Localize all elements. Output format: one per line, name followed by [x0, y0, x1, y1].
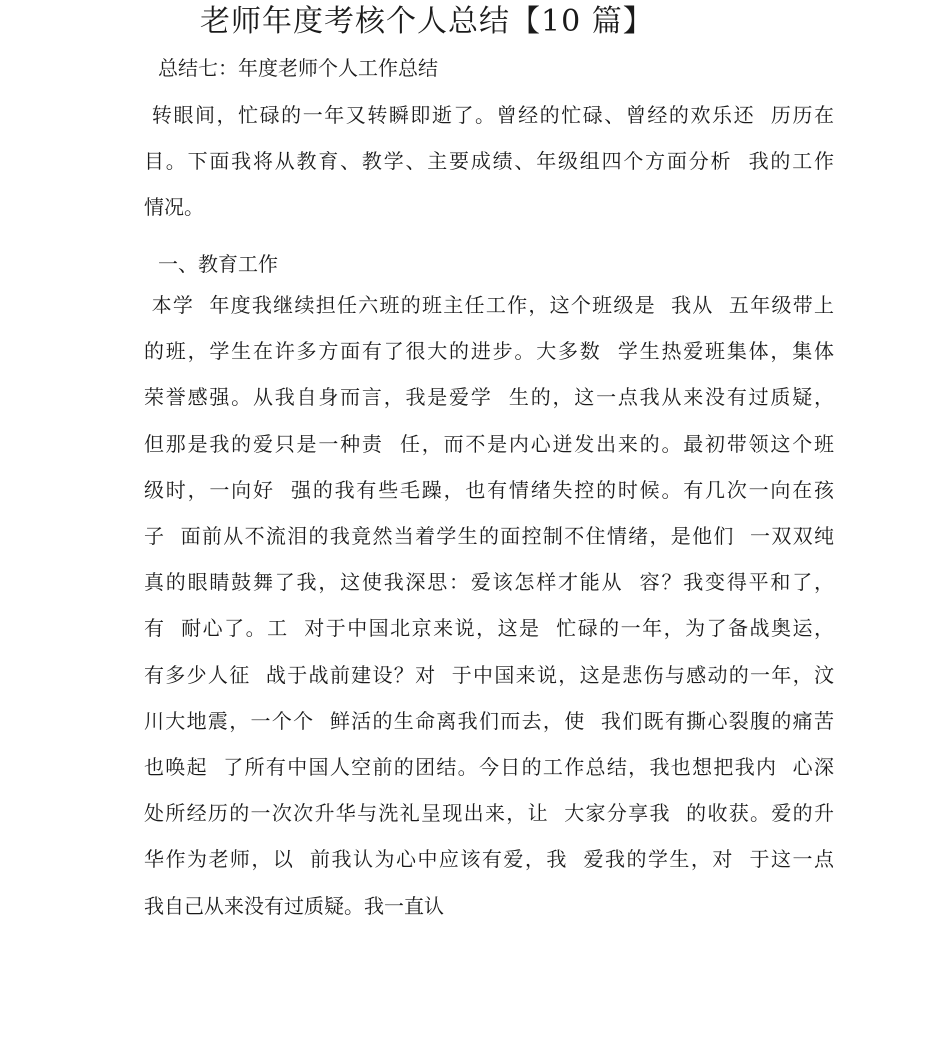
section-heading: 一、教育工作 [158, 252, 278, 276]
paragraph-line: 华作为老师，以 前我认为心中应该有爱，我 爱我的学生，对 于这一点 [144, 847, 834, 872]
document-title: 老师年度考核个人总结【10 篇】 [200, 4, 654, 39]
paragraph-line: 转眼间，忙碌的一年又转瞬即逝了。曾经的忙碌、曾经的欢乐还 历历在 [144, 103, 834, 127]
paragraph-line: 有多少人征 战于战前建设？对 于中国来说，这是悲伤与感动的一年，汶 [144, 662, 834, 687]
paragraph-line: 荣誉感强。从我自身而言，我是爱学 生的，这一点我从来没有过质疑， [144, 385, 834, 410]
paragraph-line: 但那是我的爱只是一种责 任，而不是内心迸发出来的。最初带领这个班 [144, 431, 834, 456]
paragraph-line: 也唤起 了所有中国人空前的团结。今日的工作总结，我也想把我内 心深 [144, 755, 834, 780]
document-subtitle: 总结七：年度老师个人工作总结 [158, 56, 438, 80]
paragraph-line: 情况。 [144, 195, 204, 220]
paragraph-line: 子 面前从不流泪的我竟然当着学生的面控制不住情绪，是他们 一双双纯 [144, 524, 834, 549]
paragraph-line: 我自己从来没有过质疑。我一直认 [144, 893, 444, 918]
paragraph-line: 有 耐心了。工 对于中国北京来说，这是 忙碌的一年，为了备战奥运， [144, 616, 834, 641]
paragraph-line: 真的眼睛鼓舞了我，这使我深思：爱该怎样才能从 容？我变得平和了， [144, 570, 834, 595]
intro-paragraph [144, 92, 834, 231]
paragraph-line: 处所经历的一次次升华与洗礼呈现出来，让 大家分享我 的收获。爱的升 [144, 801, 834, 826]
body-paragraph [144, 282, 834, 929]
paragraph-line: 目。下面我将从教育、教学、主要成绩、年级组四个方面分析 我的工作 [144, 149, 834, 174]
paragraph-line: 川大地震，一个个 鲜活的生命离我们而去，使 我们既有撕心裂腹的痛苦 [144, 708, 834, 733]
paragraph-line: 的班，学生在许多方面有了很大的进步。大多数 学生热爱班集体，集体 [144, 339, 834, 364]
paragraph-line: 级时，一向好 强的我有些毛躁，也有情绪失控的时候。有几次一向在孩 [144, 477, 834, 502]
paragraph-line: 本学 年度我继续担任六班的班主任工作，这个班级是 我从 五年级带上 [144, 293, 834, 317]
